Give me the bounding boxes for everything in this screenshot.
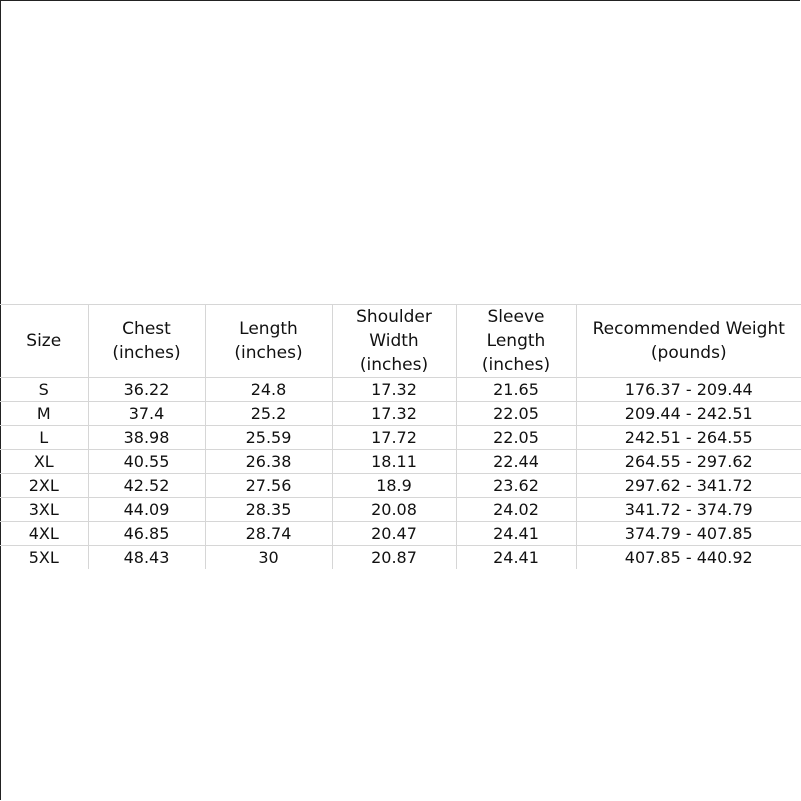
cell-size: 5XL [28,548,59,567]
cell-chest: 46.85 [88,522,205,546]
cell-size: 2XL [0,474,88,498]
cell-chest: 38.98 [88,426,205,450]
cell-size: XL [0,450,88,474]
cell-recommended-weight: 242.51 - 264.55 [576,426,801,450]
cell-recommended-weight: 341.72 - 374.79 [576,498,801,522]
cell-length: 30 [205,546,332,570]
cell-shoulder-width: 17.32 [332,378,456,402]
cell-sleeve-length: 21.65 [456,378,576,402]
cell-length: 27.56 [205,474,332,498]
cell-length: 28.35 [205,498,332,522]
header-shoulder-width [332,305,456,378]
cell-recommended-weight: 209.44 - 242.51 [576,402,801,426]
header-sleeve-line: Sleeve [487,307,545,327]
cell-sleeve-length: 22.44 [456,450,576,474]
header-sleeve-length [456,305,576,378]
cell-chest: 48.43 [88,546,205,570]
cell-sleeve-length: 22.05 [456,402,576,426]
cell-shoulder-width: 20.47 [332,522,456,546]
header-weight-unit: (pounds) [650,343,727,363]
cell-sleeve-length: 24.41 [456,522,576,546]
header-size [0,305,88,378]
header-chest-unit: (inches) [112,343,181,363]
cell-chest: 42.52 [88,474,205,498]
cell-shoulder-width: 17.72 [332,426,456,450]
header-width-line: Width [369,331,419,351]
header-shoulder-line: Shoulder [356,307,432,327]
cell-length: 24.8 [205,378,332,402]
header-length-line: Length [239,319,298,339]
cell-chest: 44.09 [88,498,205,522]
cell-size: L [0,426,88,450]
header-recommended-weight [576,305,801,378]
cell-size: 3XL [0,498,88,522]
cell-recommended-weight: 297.62 - 341.72 [576,474,801,498]
cell-sleeve-length: 24.41 [456,546,576,570]
header-chest-line: Chest [122,319,171,339]
cell-shoulder-width: 18.11 [332,450,456,474]
header-sleeve-length-line: Length [486,331,546,351]
cell-length: 26.38 [205,450,332,474]
table-row [0,498,801,522]
table-row [0,378,801,402]
cell-chest: 37.4 [88,402,205,426]
table-row [0,546,801,570]
table-row [0,426,801,450]
cell-shoulder-width: 20.08 [332,498,456,522]
header-sleeve-length-unit: (inches) [481,355,551,375]
cell-chest: 40.55 [88,450,205,474]
size-chart-table [0,304,801,569]
header-size-line: Size [26,331,62,351]
table-row [0,402,801,426]
cell-sleeve-length: 24.02 [456,498,576,522]
cell-recommended-weight: 264.55 - 297.62 [576,450,801,474]
cell-recommended-weight: 407.85 - 440.92 [576,546,801,570]
cell-sleeve-length: 22.05 [456,426,576,450]
header-chest [88,305,205,378]
cell-size: M [0,402,88,426]
cell-shoulder-width: 18.9 [332,474,456,498]
cell-length: 25.59 [205,426,332,450]
cell-shoulder-width: 17.32 [332,402,456,426]
cell-length: 28.74 [205,522,332,546]
cell-size: S [0,378,88,402]
table-row [0,450,801,474]
header-shoulder-width-unit: (inches) [359,355,429,375]
cell-length: 25.2 [205,402,332,426]
cell-size: 4XL [0,522,88,546]
header-length-unit: (inches) [234,343,303,363]
cell-recommended-weight: 176.37 - 209.44 [576,378,801,402]
cell-shoulder-width: 20.87 [332,546,456,570]
table-row [0,522,801,546]
cell-recommended-weight: 374.79 - 407.85 [576,522,801,546]
cell-sleeve-length: 23.62 [456,474,576,498]
header-row [0,305,801,378]
cell-chest: 36.22 [88,378,205,402]
table-row [0,474,801,498]
header-length [205,305,332,378]
header-weight-line: Recommended Weight [592,319,785,339]
